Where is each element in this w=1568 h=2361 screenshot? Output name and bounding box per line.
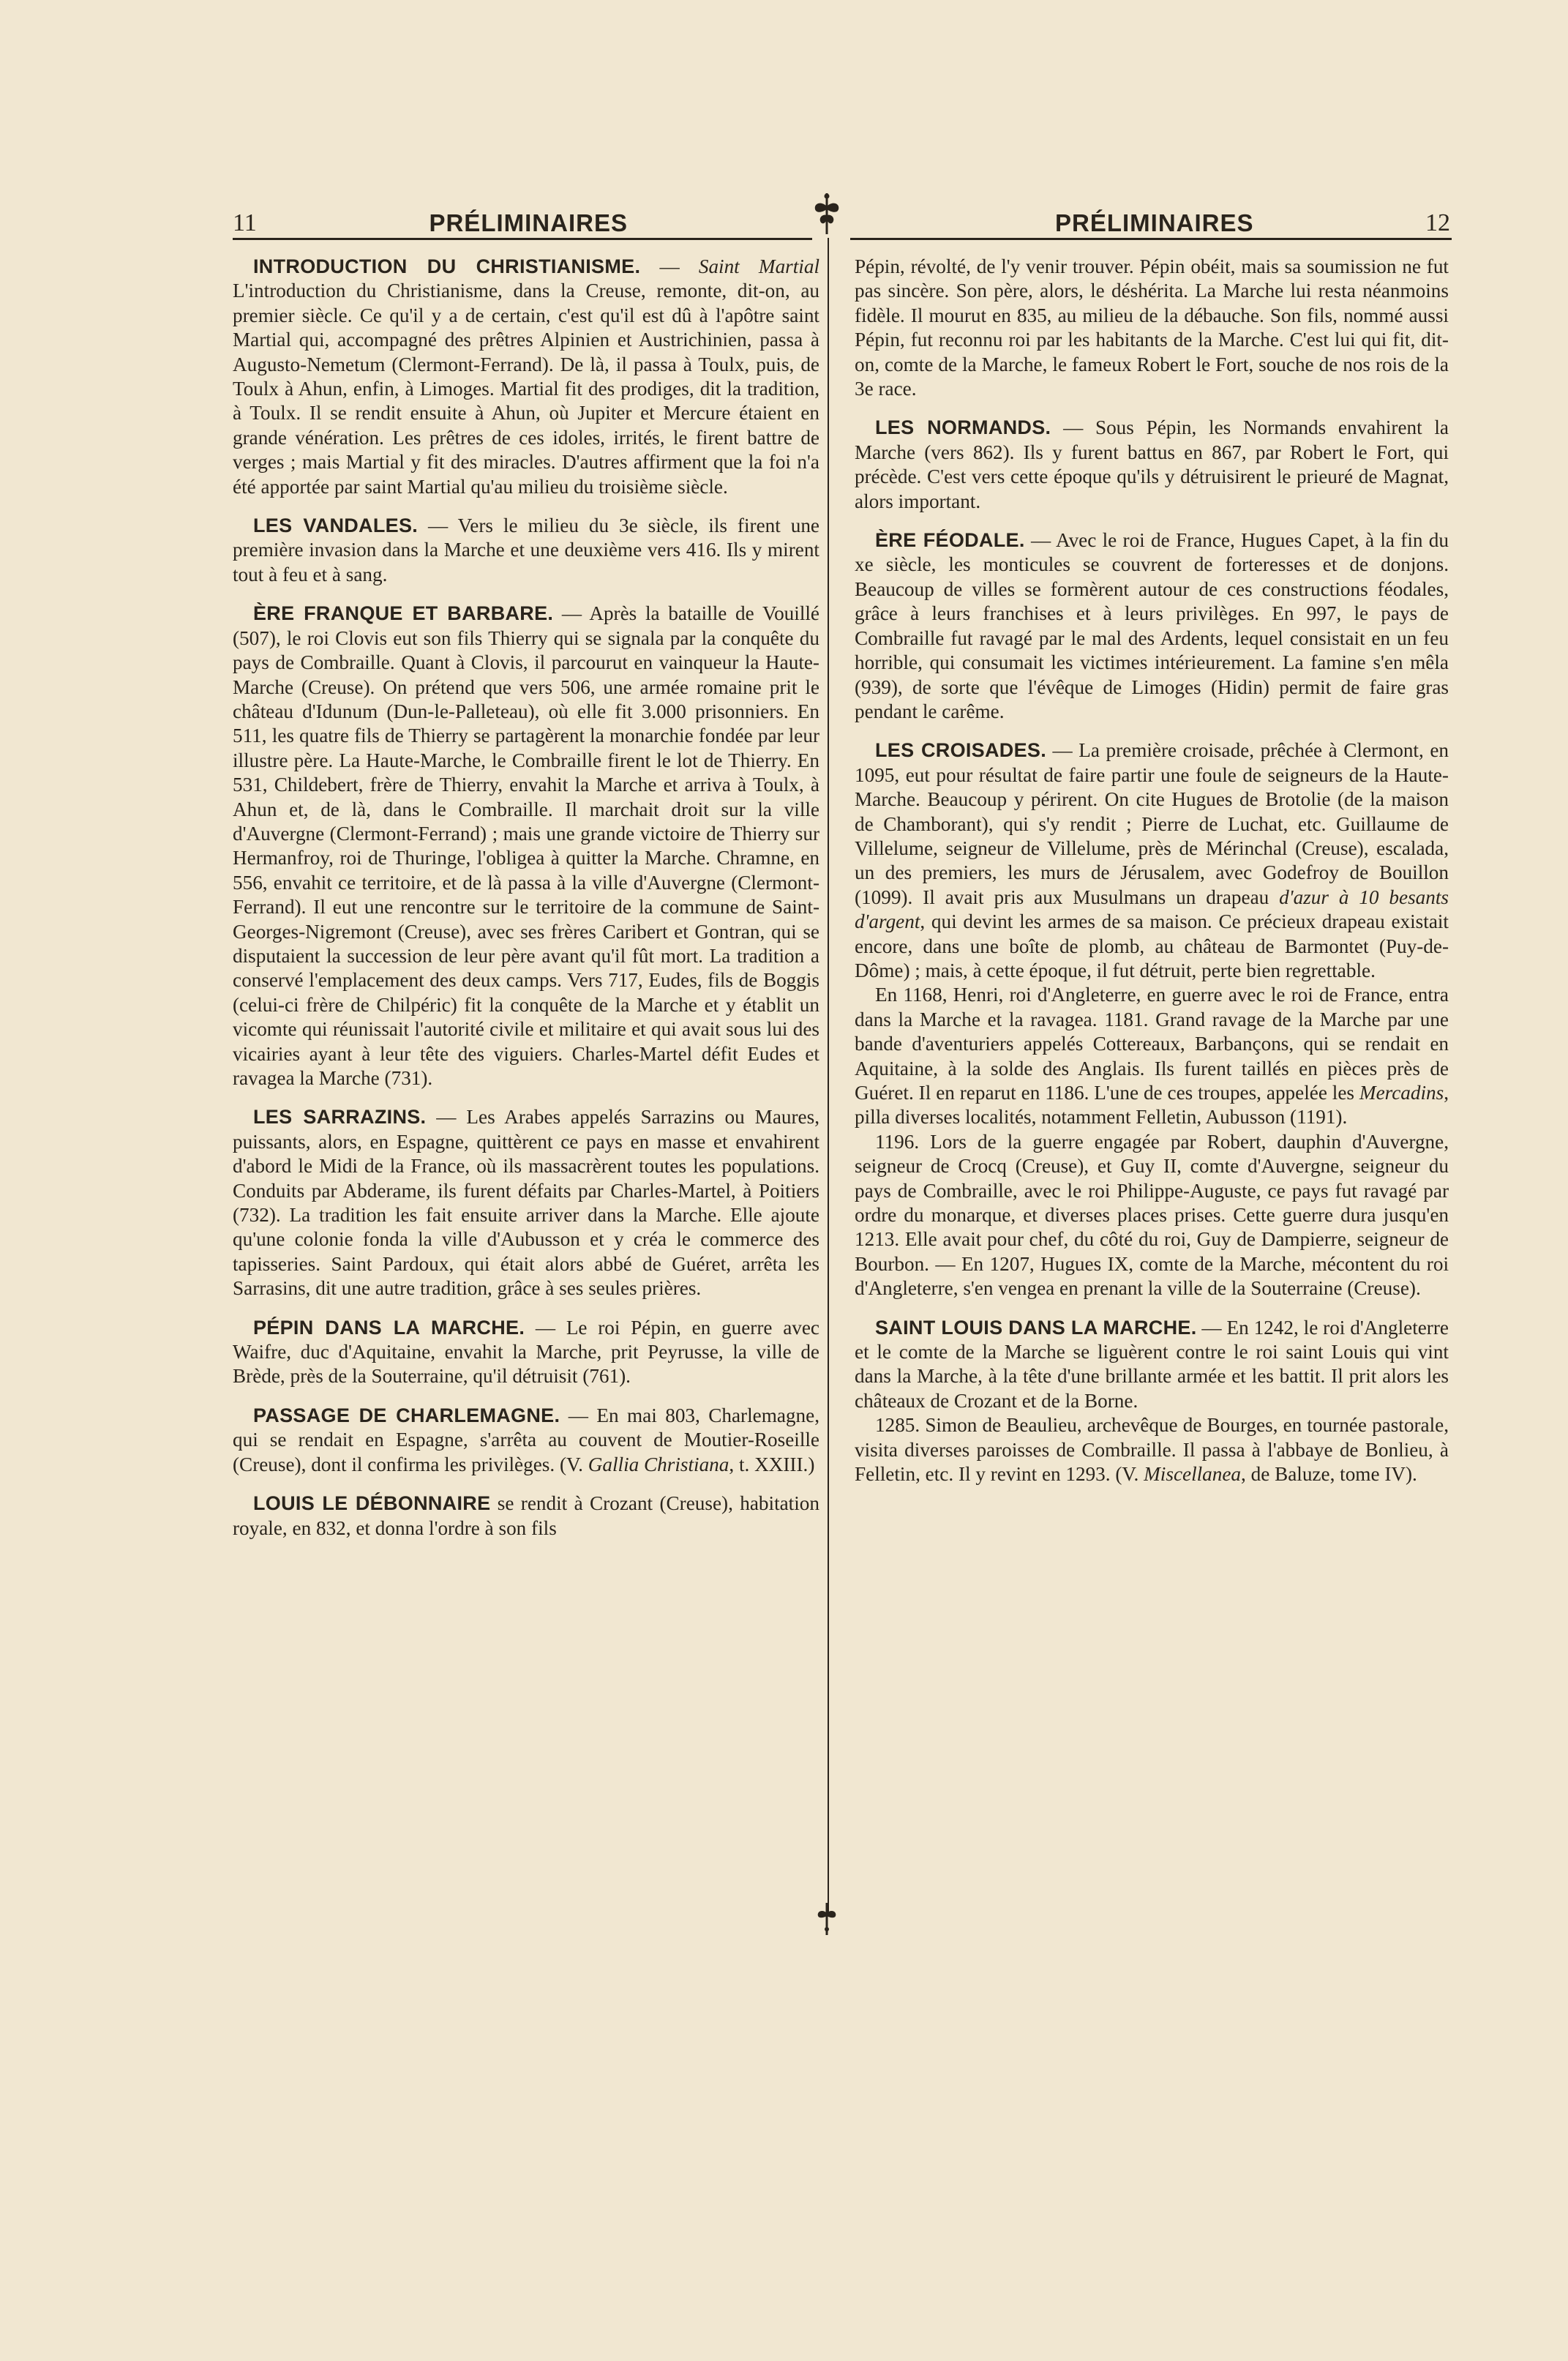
section-text: — Les Arabes appelés Sarrazins ou Maures, puissants, alors, en Espagne, quittèrent ce pays en masse et envahirent d'abord le Midi de la France, où ils massacrèrent toutes les populations. Conduits par Abderame, ils furent défaits par Charles-Martel, à Poitiers (732). La tradition les fait ensuite arriver dans la Marche. Elle ajoute qu'une colonie fonda la ville d'Aubusson et y créa le commerce des tapisseries. Saint Pardoux, qui était alors abbé de Guéret, arrêta les Sarrasins, dit une autre tradition, grâce à ses seules prières. bbox=[233, 1106, 820, 1300]
section-ere-franque bbox=[233, 602, 819, 1090]
left-page-header bbox=[233, 196, 811, 237]
section-normands bbox=[855, 416, 1449, 514]
section-saint-louis bbox=[855, 1316, 1449, 1414]
right-running-title: PRÉLIMINAIRES bbox=[1055, 209, 1254, 236]
section-sarrazins bbox=[233, 1105, 819, 1301]
right-header-rule bbox=[850, 238, 1452, 240]
section-text: — La première croisade, prêchée à Clermont, en 1095, eut pour résultat de faire partir une foule de seigneurs de la Haute-Marche. Beaucoup y périrent. On cite Hugues de Brotolie (de la maison de Chamborant), qui s'y rendit ; Pierre de Luchat, etc. Guillaume de Villelume, seigneur de Villelume, près de Mérinchal (Creuse), escalada, un des premiers, les murs de Jérusalem, avec Godefroy de Bouillon (1099). Il avait pris aux Musulmans un drapeau bbox=[855, 739, 1449, 908]
section-introduction-christianisme: INTRODUCTION DU CHRISTIANISME. — Saint Martial L'introduction du Christianisme, dans la Creuse, remonte, dit-on, au premier siècle. Ce qu'il y a de certain, c'est qu'il est dû à l'apôtre saint Martial qui, accompagné des prêtres Alpinien et Austrichinien, passa à Augusto-Nemetum (Clermont-Ferrand). De là, il passa à Toulx, puis, de Toulx à Ahun, enfin, à Limoges. Martial fit des prodiges, dit la tradition, à Toulx. Il se rendit ensuite à Ahun, où Jupiter et Mercure étaient en grande vénération. Les prêtres de ces idoles, irrités, le firent battre de verges ; mais Martial y fit des miracles. D'autres affirment que la foi n'a été apportée par saint Martial qu'au milieu du troisième siècle. bbox=[233, 255, 819, 498]
continued-paragraph bbox=[855, 255, 1449, 401]
section-heading: LOUIS LE DÉBONNAIRE bbox=[253, 1492, 491, 1515]
italic-term: Saint Martial bbox=[698, 255, 819, 277]
section-text: — Sous Pépin, les Normands envahirent la Marche (vers 862). Ils y furent battus en 867, par Robert le Fort, qui précède. C'est vers cette époque qu'ils y détruisirent le prieuré de Magnat, alors important. bbox=[855, 416, 1449, 512]
section-croisades: LES CROISADES. — La première croisade, prêchée à Clermont, en 1095, eut pour résultat de faire partir une foule de seigneurs de la Haute-Marche. Beaucoup y périrent. On cite Hugues de Brotolie (de la maison de Chamborant), qui s'y rendit ; Pierre de Luchat, etc. Guillaume de Villelume, seigneur de Villelume, près de Mérinchal (Creuse), escalada, un des premiers, les murs de Jérusalem, avec Godefroy de Bouillon (1099). Il avait pris aux Musulmans un drapeau d'azur à 10 besants d'argent, qui devint les armes de sa maison. Ce précieux drapeau existait encore, dans une boîte de plomb, au château de Barmontet (Puy-de-Dôme) ; mais, à cette époque, il fut détruit, perte bien regrettable. bbox=[855, 739, 1449, 981]
left-column bbox=[233, 255, 819, 1541]
section-heading: LES NORMANDS. bbox=[875, 416, 1051, 439]
right-page-number: 12 bbox=[1425, 209, 1450, 236]
italic-title: Miscellanea bbox=[1144, 1463, 1242, 1486]
section-heading: PASSAGE DE CHARLEMAGNE. bbox=[253, 1404, 560, 1426]
section-text: 1285. Simon de Beaulieu, archevêque de Bourges, en tournée pastorale, visita diverses paroisses de Combraille. Il passa à l'abbaye de Bonlieu, à Felletin, etc. Il y revint en 1293. (V. bbox=[855, 1414, 1449, 1486]
right-page-header bbox=[850, 196, 1450, 237]
italic-title: Gallia Christiana bbox=[588, 1453, 729, 1475]
section-heading: LES CROISADES. bbox=[875, 739, 1046, 762]
italic-blazon: d'azur à 10 besants d'argent bbox=[855, 886, 1449, 933]
section-text: — Vers le milieu du 3e siècle, ils firent une première invasion dans la Marche et une deuxième vers 416. Ils y mirent tout à feu et à sang. bbox=[233, 515, 819, 585]
section-heading: ÈRE FÉODALE. bbox=[875, 529, 1025, 552]
section-text: — En mai 803, Charlemagne, qui se rendait en Espagne, s'arrêta au couvent de Moutier-Roseille (Creuse), dont il confirma les privilèges. (V. bbox=[233, 1404, 819, 1475]
section-heading: ÈRE FRANQUE ET BARBARE. bbox=[253, 602, 554, 625]
section-text: 1196. Lors de la guerre engagée par Robert, dauphin d'Auvergne, seigneur de Crocq (Creuse), et Guy II, comte d'Auvergne, seigneur du pays de Combraille, avec le roi Philippe-Auguste, ce pays fut ravagé par ordre du monarque, et diverses places prises. Cette guerre dura jusqu'en 1213. Elle avait pour chef, du côté du roi, Guy de Dampierre, seigneur de Bourbon. — En 1207, Hugues IX, comte de la Marche, mécontent du roi d'Angleterre, s'en vengea en prenant la ville de la Souterraine (Creuse). bbox=[855, 1130, 1449, 1300]
section-text: — Avec le roi de France, Hugues Capet, à la fin du xe siècle, les monticules se couvrent de forteresses et de donjons. Beaucoup de villes se formèrent autour de ces constructions féodales, grâce à leurs franchises et à leurs privilèges. En 997, le pays de Combraille fut ravagé par le mal des Ardents, lequel consistait en un feu horrible, qui consumait les victimes intérieurement. La famine s'en mêla (939), de sorte que l'évêque de Limoges (Hidin) permit de faire gras pendant le carême. bbox=[855, 529, 1449, 722]
paragraph-1168: En 1168, Henri, roi d'Angleterre, en guerre avec le roi de France, entra dans la Marche et la ravagea. 1181. Grand ravage de la Marche par une bande d'aventuriers appelés Cottereaux, Barbançons, qui se rendait en Aquitaine, à la solde des Anglais. Ils furent taillés en pièces près de Guéret. Il en reparut en 1186. L'une de ces troupes, appelée les Mercadins, pilla diverses localités, notamment Felletin, Aubusson (1191). bbox=[855, 984, 1449, 1129]
section-text: se rendit à Crozant (Creuse), habitation royale, en 832, et donna l'ordre à son fils bbox=[233, 1492, 819, 1539]
fleuron-ornament-icon bbox=[808, 192, 846, 236]
section-text: — En 1242, le roi d'Angleterre et le comte de la Marche se liguèrent contre le roi saint Louis qui vint dans la Marche, à la tête d'une brillante armée et les battit. Il prit alors les châteaux de Crozant et de la Borne. bbox=[855, 1316, 1449, 1412]
section-charlemagne: PASSAGE DE CHARLEMAGNE. — En mai 803, Charlemagne, qui se rendait en Espagne, s'arrêta au couvent de Moutier-Roseille (Creuse), dont il confirma les privilèges. (V. Gallia Christiana, t. XXIII.) bbox=[233, 1404, 819, 1475]
section-ere-feodale bbox=[855, 528, 1449, 724]
paragraph-1285: 1285. Simon de Beaulieu, archevêque de Bourges, en tournée pastorale, visita diverses paroisses de Combraille. Il passa à l'abbaye de Bonlieu, à Felletin, etc. Il y revint en 1293. (V. Miscellanea, de Baluze, tome IV). bbox=[855, 1414, 1449, 1486]
column-divider bbox=[828, 238, 829, 1915]
right-column bbox=[855, 255, 1449, 1487]
left-page-number: 11 bbox=[233, 209, 257, 236]
paragraph-1196 bbox=[855, 1130, 1449, 1301]
italic-term: Mercadins bbox=[1359, 1082, 1444, 1104]
section-text: L'introduction du Christianisme, dans la Creuse, remonte, dit-on, au premier siècle. Ce qu'il y a de certain, c'est qu'il est dû à l'apôtre saint Martial qui, accompagné des prêtres Alpinien et Austrichinien, passa à Augusto-Nemetum (Clermont-Ferrand). De là, il passa à Toulx, puis, de Toulx à Ahun, enfin, à Limoges. Martial fit des prodiges, dit la tradition, à Toulx. Il se rendit ensuite à Ahun, où Jupiter et Mercure étaient en grande vénération. Les prêtres de ces idoles, irrités, le firent battre de verges ; mais Martial y fit des miracles. D'autres affirment que la foi n'a été apportée par saint Martial qu'au milieu du troisième siècle. bbox=[233, 280, 819, 498]
fleuron-ornament-bottom-icon bbox=[812, 1903, 841, 1935]
section-heading: LES VANDALES. bbox=[253, 515, 419, 537]
section-louis-debonnaire bbox=[233, 1492, 819, 1541]
section-heading: PÉPIN DANS LA MARCHE. bbox=[253, 1316, 525, 1339]
section-text: En 1168, Henri, roi d'Angleterre, en guerre avec le roi de France, entra dans la Marche et la ravagea. 1181. Grand ravage de la Marche par une bande d'aventuriers appelés Cottereaux, Barbançons, qui se rendait en Aquitaine, à la solde des Anglais. Ils furent taillés en pièces près de Guéret. Il en reparut en 1186. L'une de ces troupes, appelée les bbox=[855, 984, 1449, 1104]
section-pepin bbox=[233, 1316, 819, 1389]
section-text: Pépin, révolté, de l'y venir trouver. Pépin obéit, mais sa soumission ne fut pas sincère. Son père, alors, le déshérita. La Marche lui resta néanmoins fidèle. Il mourut en 835, au milieu de la débauche. Son fils, nommé aussi Pépin, fut reconnu roi par les habitants de la Marche. C'est lui qui fit, dit-on, comte de la Marche, le fameux Robert le Fort, souche de nos rois de la 3e race. bbox=[855, 255, 1449, 400]
left-header-rule bbox=[233, 238, 812, 240]
section-text: — Le roi Pépin, en guerre avec Waifre, duc d'Aquitaine, envahit la Marche, prit Peyrusse, la ville de Brède, près de la Souterraine, qu'il détruisit (761). bbox=[233, 1316, 819, 1388]
section-heading: INTRODUCTION DU CHRISTIANISME. bbox=[253, 255, 641, 277]
section-heading: SAINT LOUIS DANS LA MARCHE. bbox=[875, 1316, 1197, 1339]
left-running-title: PRÉLIMINAIRES bbox=[429, 209, 628, 236]
section-vandales bbox=[233, 514, 819, 587]
section-heading: LES SARRAZINS. bbox=[253, 1106, 427, 1129]
section-text: — Après la bataille de Vouillé (507), le roi Clovis eut son fils Thierry qui se signala par la conquête du pays de Combraille. Quant à Clovis, il parcourut en vainqueur la Haute-Marche (Creuse). On prétend que vers 506, une armée romaine prit le château d'Idunum (Dun-le-Palleteau), où elle fit 3.000 prisonniers. En 511, les quatre fils de Thierry se partagèrent la monarchie fondée par leur illustre père. La Haute-Marche, le Combraille firent le lot de Thierry. En 531, Childebert, frère de Thierry, envahit la Marche et arriva à Toulx, à Ahun et, de là, dans le Combraille. Il marchait droit sur la ville d'Auvergne (Clermont-Ferrand) ; mais une grande victoire de Thierry sur Hermanfroy, roi de Thuringe, l'obligea à quitter la Marche. Chramne, en 556, envahit ce territoire, et de là passa à la ville d'Auvergne (Clermont-Ferrand). Il eut une rencontre sur le territoire de la commune de Saint-Georges-Nigremont (Creuse), avec ses frères Caribert et Gontran, qui se disputaient la succession de leur père avant qu'il fût mort. La tradition a conservé l'emplacement des deux camps. Vers 717, Eudes, fils de Boggis (celui-ci frère de Chilpéric) fit la conquête de la Marche et y établit un vicomte qui réunissait l'autorité civile et militaire et qui avait sous lui des vicairies ayant à leur tête des viguiers. Charles-Martel défit Eudes et ravagea la Marche (731). bbox=[233, 602, 819, 1089]
